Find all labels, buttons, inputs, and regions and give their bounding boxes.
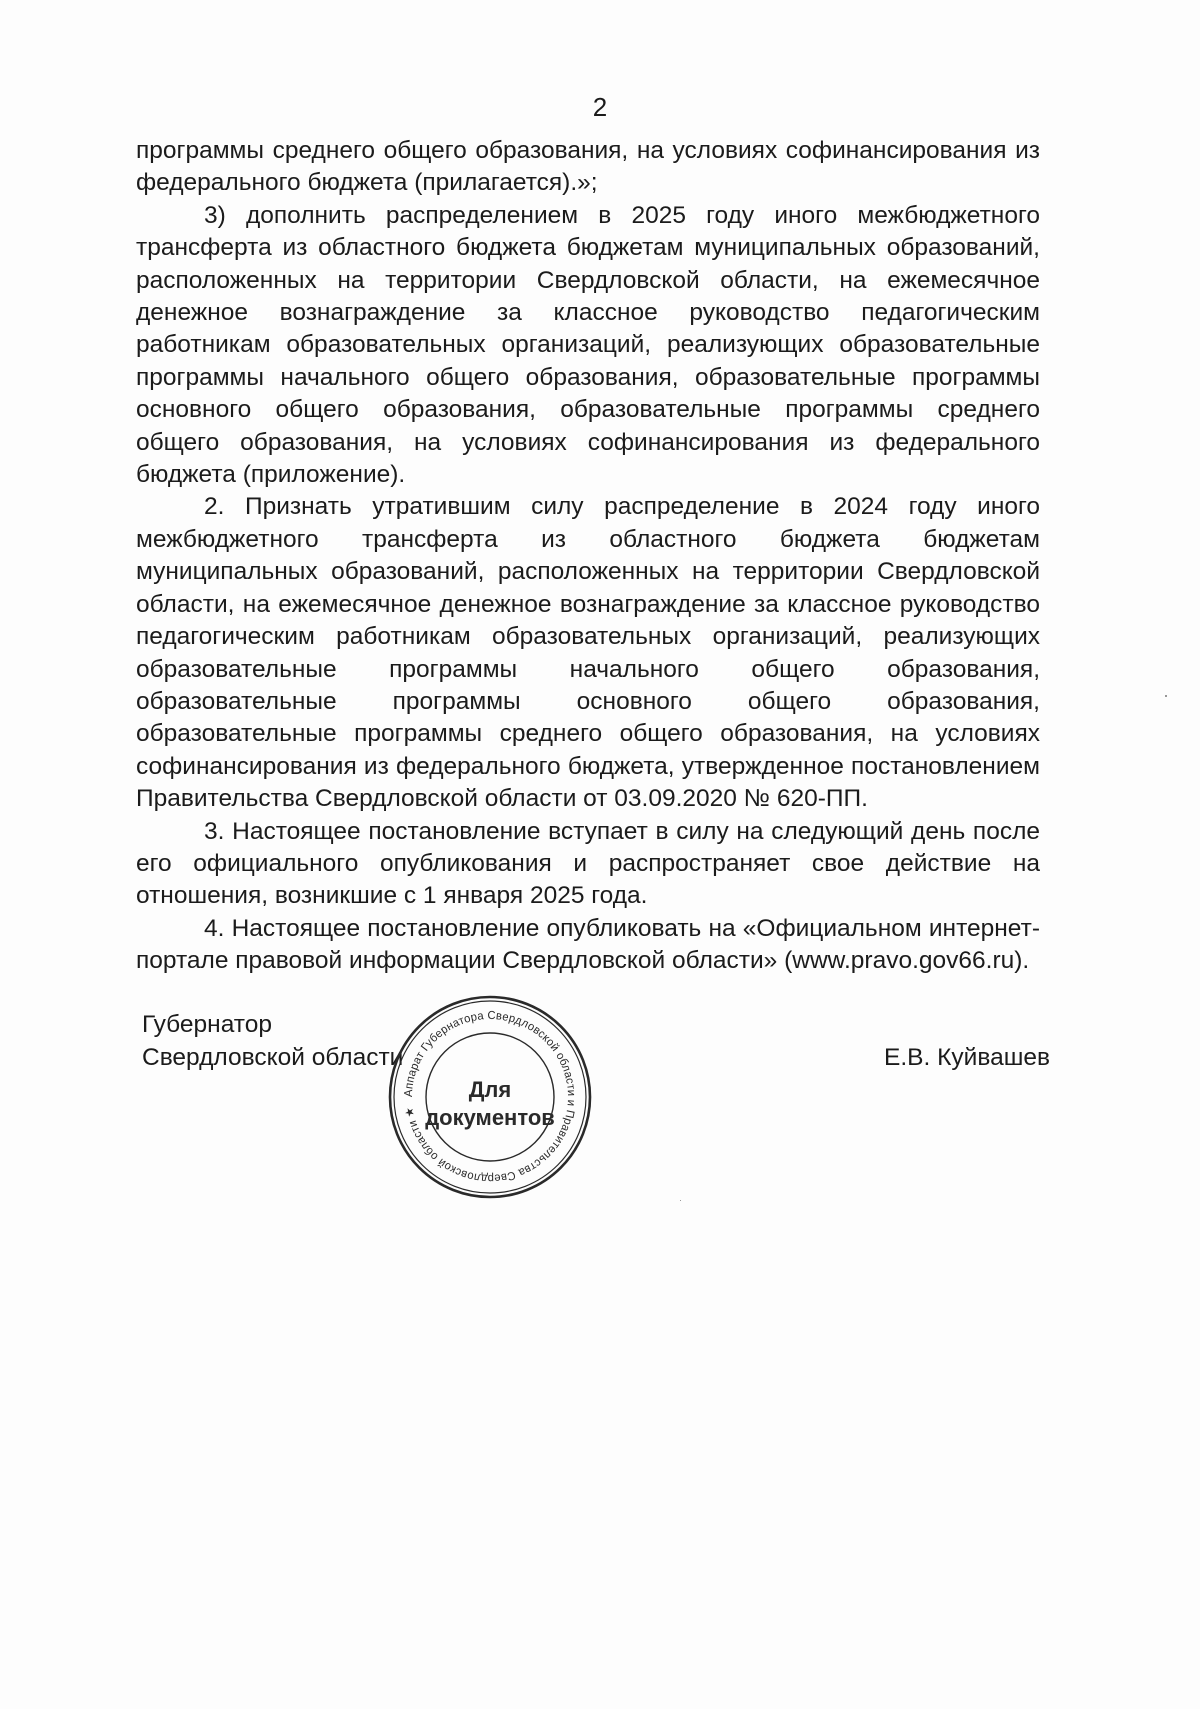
- seal-center-line1: Для: [468, 1077, 512, 1102]
- paragraph-clause-2: 2. Признать утратившим силу распределение в 2024 году иного межбюджетного трансферта из областного бюджета бюджетам муниципальных образований, расположенных на территории Свердловской области, на ежемесячное денежное вознаграждение за классное руководство педагогическим работникам образовательных организаций, реализующих образовательные программы начального общего образования, образовательные программы основного общего образования, образовательные программы среднего общего образования, на условиях софинансирования из федерального бюджета, утвержденное постановлением Правительства Свердловской области от 03.09.2020 № 620-ПП.: [136, 493, 1040, 813]
- document-body: [136, 135, 1040, 978]
- official-seal: [385, 992, 595, 1202]
- signatory-name: Е.В. Куйвашев: [884, 1044, 1050, 1071]
- seal-center-line2: документов: [425, 1105, 555, 1130]
- signatory-title-line1: Губернатор: [142, 1011, 272, 1038]
- paragraph-clause-4: 4. Настоящее постановление опубликовать на «Официальном интернет-портале правовой информации Свердловской области» (www.pravo.gov66.ru).: [136, 914, 1040, 975]
- paragraph-clause-3: 3. Настоящее постановление вступает в силу на следующий день после его официального опубликования и распространяет свое действие на отношения, возникшие с 1 января 2025 года.: [136, 817, 1040, 910]
- seal-ring-text: Аппарат Губернатора Свердловской области и Правительства Свердловской области ★: [402, 1009, 578, 1185]
- scan-speck: [680, 1200, 681, 1201]
- scan-speck: [1165, 695, 1167, 697]
- paragraph-continuation: программы среднего общего образования, на условиях софинансирования из федерального бюджета (прилагается).»;: [136, 137, 1040, 197]
- signatory-title-line2: Свердловской области: [142, 1044, 404, 1071]
- seal-center-text: [385, 1076, 595, 1132]
- page-number: 2: [592, 92, 608, 122]
- paragraph-item-3: 3) дополнить распределением в 2025 году иного межбюджетного трансферта из областного бюджета бюджетам муниципальных образований, расположенных на территории Свердловской области, на ежемесячное денежное вознаграждение за классное руководство педагогическим работникам образовательных организаций, реализующих образовательные программы начального общего образования, образовательные программы основного общего образования, образовательные программы среднего общего образования, на условиях софинансирования из федерального бюджета (приложение).: [136, 201, 1040, 489]
